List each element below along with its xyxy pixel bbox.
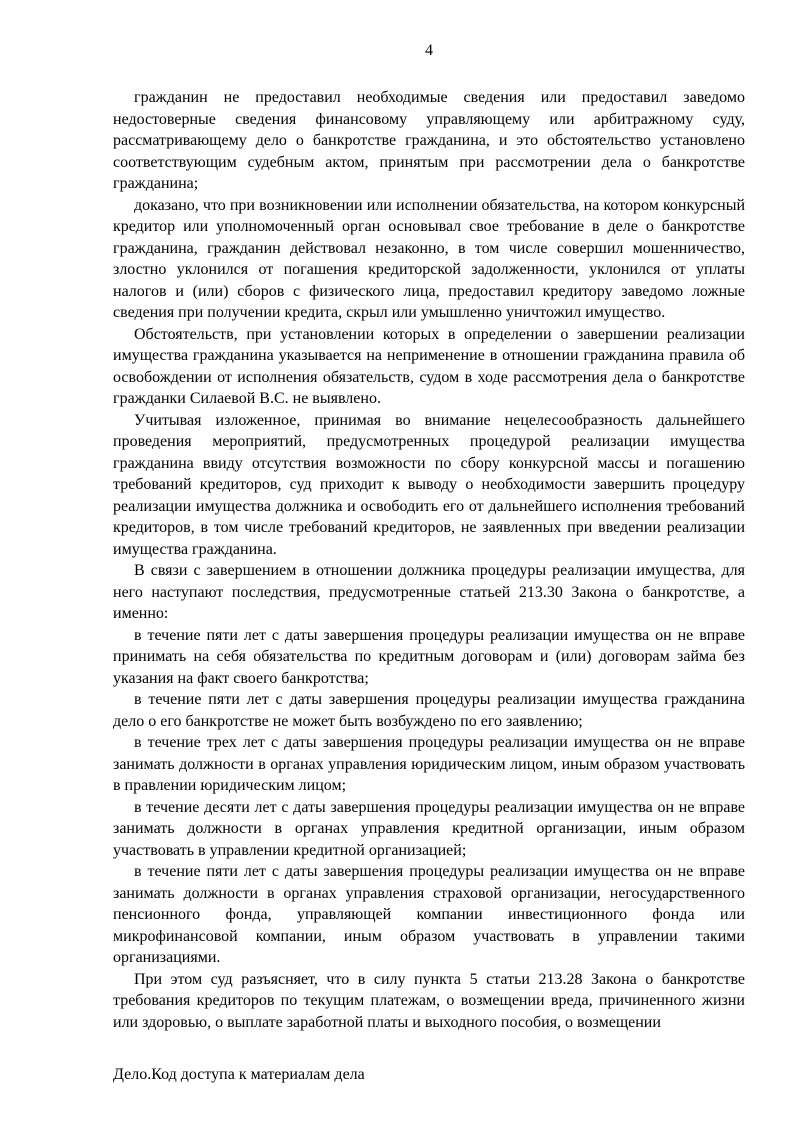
case-access-footer: Дело.Код доступа к материалам дела	[113, 1066, 365, 1083]
paragraph: в течение пяти лет с даты завершения процедуры реализации имущества он не вправе принимать на себя обязательства по кредитным договорам и (или) договорам займа без указания на факт своего банкротства;	[113, 626, 745, 687]
paragraph: При этом суд разъясняет, что в силу пункта 5 статьи 213.28 Закона о банкротстве требования кредиторов по текущим платежам, о возмещении вреда, причиненного жизни или здоровью, о выплате заработной платы и выходного пособия, о возмещении	[113, 970, 745, 1031]
paragraph: в течение трех лет с даты завершения процедуры реализации имущества он не вправе занимать должности в органах управления юридическим лицом, иным образом участвовать в правлении юридическим лицом;	[113, 734, 745, 794]
paragraph: доказано, что при возникновении или исполнении обязательства, на котором конкурсный кредитор или уполномоченный орган основывал свое требование в деле о банкротстве гражданина, гражданин действовал незаконно, в том числе совершил мошенничество, злостно уклонился от погашения кредиторской задолженности, уклонился от уплаты налогов и (или) сборов с физического лица, предоставил кредитору заведомо ложные сведения при получении кредита, скрыл или умышленно уничтожил имущество.	[113, 196, 745, 321]
paragraph: Учитывая изложенное, принимая во внимание нецелесообразность дальнейшего проведения мероприятий, предусмотренных процедурой реализации имущества гражданина ввиду отсутствия возможности по сбору конкурсной массы и погашению требований кредиторов, суд приходит к выводу о необходимости завершить процедуру реализации имущества должника и освободить его от дальнейшего исполнения требований кредиторов, в том числе требований кредиторов, не заявленных при введении реализации имущества гражданина.	[113, 411, 745, 558]
page-content	[113, 40, 745, 1033]
page-number: 4	[425, 42, 433, 59]
document-body	[113, 87, 745, 1033]
paragraph: Обстоятельств, при установлении которых в определении о завершении реализации имущества гражданина указывается на неприменение в отношении гражданина правила об освобождении от исполнения обязательств, судом в ходе рассмотрения дела о банкротстве гражданки Силаевой В.С. не выявлено.	[113, 325, 745, 407]
paragraph: В связи с завершением в отношении должника процедуры реализации имущества, для него наступают последствия, предусмотренные статьей 213.30 Закона о банкротстве, а именно:	[113, 562, 745, 622]
paragraph: в течение пяти лет с даты завершения процедуры реализации имущества гражданина дело о его банкротстве не может быть возбуждено по его заявлению;	[113, 691, 745, 730]
paragraph: в течение пяти лет с даты завершения процедуры реализации имущества он не вправе занимать должности в органах управления страховой организации, негосударственного пенсионного фонда, управляющей компании инвестиционного фонда или микрофинансовой компании, иным образом участвовать в управлении такими организациями.	[113, 863, 745, 966]
paragraph: в течение десяти лет с даты завершения процедуры реализации имущества он не вправе занимать должности в органах управления кредитной организации, иным образом участвовать в управлении кредитной организацией;	[113, 798, 745, 859]
paragraph: гражданин не предоставил необходимые сведения или предоставил заведомо недостоверные сведения финансовому управляющему или арбитражному суду, рассматривающему дело о банкротстве гражданина, и это обстоятельство установлено соответствующим судебным актом, принятым при рассмотрении дела о банкротстве гражданина;	[113, 89, 745, 192]
